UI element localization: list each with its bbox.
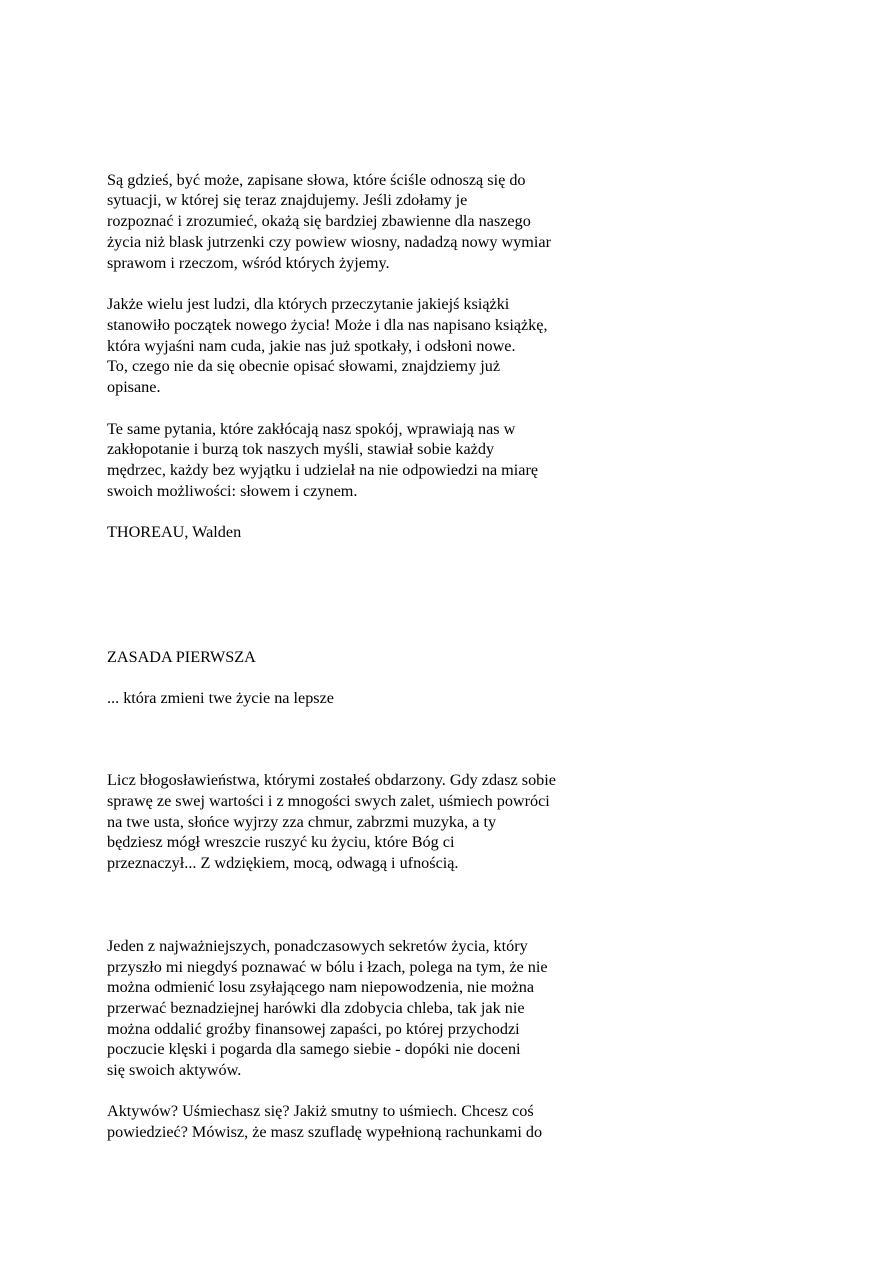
text-line: na twe usta, słońce wyjrzy zza chmur, zabrzmi muzyka, a ty [107,813,497,831]
text-line: będziesz mógł wreszcie ruszyć ku życiu, które Bóg ci [107,833,455,851]
text-line: mędrzec, każdy bez wyjątku i udzielał na nie odpowiedzi na miarę [107,461,539,479]
epigraph-attribution: THOREAU, Walden [107,523,242,541]
text-line: zakłopotanie i burzą tok naszych myśli, stawiał sobie każdy [107,440,495,458]
text-line: się swoich aktywów. [107,1061,242,1079]
text-line: opisane. [107,378,161,396]
text-line: swoich możliwości: słowem i czynem. [107,482,358,500]
text-line: Jakże wielu jest ludzi, dla których przeczytanie jakiejś książki [107,295,510,313]
chapter-subtitle: ... która zmieni twe życie na lepsze [107,689,334,707]
text-line: powiedzieć? Mówisz, że masz szufladę wypełnioną rachunkami do [107,1123,543,1141]
text-line: przyszło mi niegdyś poznawać w bólu i łzach, polega na tym, że nie [107,958,548,976]
text-line: można odmienić losu zsyłającego nam niepowodzenia, nie można [107,978,535,996]
text-line: sprawom i rzeczom, wśród których żyjemy. [107,254,390,272]
text-line: Aktywów? Uśmiechasz się? Jakiż smutny to uśmiech. Chcesz coś [107,1102,534,1120]
text-line: sprawę ze swej wartości i z mnogości swych zalet, uśmiech powróci [107,792,550,810]
text-line: stanowiło początek nowego życia! Może i dla nas napisano książkę, [107,316,548,334]
text-line: rozpoznać i zrozumieć, okażą się bardziej zbawienne dla naszego [107,212,531,230]
text-line: która wyjaśni nam cuda, jakie nas już spotkały, i odsłoni nowe. [107,337,516,355]
text-line: przerwać beznadziejnej harówki dla zdobycia chleba, tak jak nie [107,999,525,1017]
chapter-title: ZASADA PIERWSZA [107,648,256,666]
text-line: poczucie klęski i pogarda dla samego siebie - dopóki nie doceni [107,1040,521,1058]
text-line: Są gdzieś, być może, zapisane słowa, które ściśle odnoszą się do [107,171,526,189]
text-line: życia niż blask jutrzenki czy powiew wiosny, nadadzą nowy wymiar [107,233,551,251]
text-line: sytuacji, w której się teraz znajdujemy. Jeśli zdołamy je [107,191,468,209]
text-line: To, czego nie da się obecnie opisać słowami, znajdziemy już [107,357,501,375]
text-line: Te same pytania, które zakłócają nasz spokój, wprawiają nas w [107,420,516,438]
text-line: Jeden z najważniejszych, ponadczasowych sekretów życia, który [107,937,528,955]
text-line: przeznaczył... Z wdziękiem, mocą, odwagą i ufnością. [107,854,459,872]
text-line: Licz błogosławieństwa, którymi zostałeś obdarzony. Gdy zdasz sobie [107,771,556,789]
text-line: można oddalić groźby finansowej zapaści, po której przychodzi [107,1020,520,1038]
